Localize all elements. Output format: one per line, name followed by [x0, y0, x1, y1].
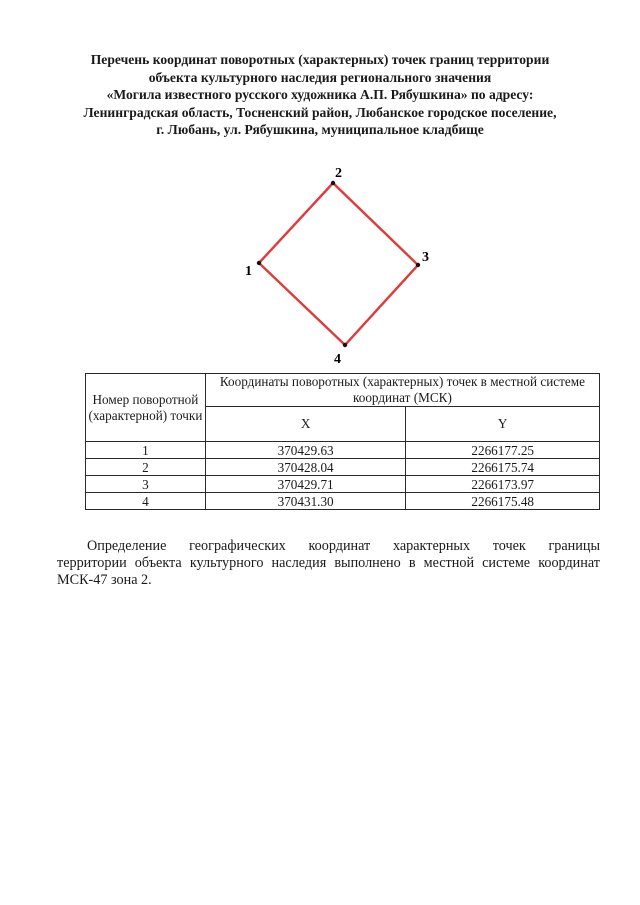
point-3-label: 3 [422, 250, 429, 265]
cell-point-number: 2 [86, 459, 206, 476]
table-row [86, 459, 600, 476]
note-line-3: МСК-47 зона 2. [57, 572, 152, 588]
point-4-marker [343, 343, 347, 347]
title-line-4: Ленинградская область, Тосненский район, Любанское городское поселение, [83, 104, 557, 120]
cell-x: 370431.30 [205, 493, 406, 510]
note-paragraph [57, 538, 600, 589]
table-row [86, 442, 600, 459]
point-3-marker [416, 263, 420, 267]
table-row [86, 476, 600, 493]
cell-y: 2266175.48 [406, 493, 600, 510]
cell-x: 370429.63 [205, 442, 406, 459]
header-y: Y [406, 407, 600, 442]
cell-y: 2266177.25 [406, 442, 600, 459]
point-1-marker [257, 261, 261, 265]
document-title [40, 51, 600, 139]
header-coordinates: Координаты поворотных (характерных) точек в местной системе координат (МСК) [205, 374, 599, 407]
cell-point-number: 3 [86, 476, 206, 493]
header-point-number: Номер поворотной (характерной) точки [86, 374, 206, 442]
cell-point-number: 4 [86, 493, 206, 510]
title-line-2: объекта культурного наследия регионального значения [148, 69, 492, 85]
cell-x: 370428.04 [205, 459, 406, 476]
boundary-diagram [240, 160, 440, 370]
table-row [86, 493, 600, 510]
point-2-marker [331, 181, 335, 185]
point-2-label: 2 [335, 166, 342, 181]
cell-x: 370429.71 [205, 476, 406, 493]
title-line-1: Перечень координат поворотных (характерных) точек границ территории [90, 52, 550, 67]
note-line-2: территории объекта культурного наследия выполнено в местной системе координат [57, 555, 600, 571]
cell-point-number: 1 [86, 442, 206, 459]
point-1-label: 1 [245, 264, 252, 279]
title-line-5: г. Любань, ул. Рябушкина, муниципальное кладбище [156, 122, 484, 137]
cell-y: 2266173.97 [406, 476, 600, 493]
point-4-label: 4 [334, 352, 341, 367]
boundary-polygon [259, 183, 418, 345]
note-line-1: Определение географических координат характерных точек границы [87, 538, 600, 554]
cell-y: 2266175.74 [406, 459, 600, 476]
coordinates-table [85, 373, 600, 510]
header-x: X [205, 407, 406, 442]
title-line-3: «Могила известного русского художника А.П. Рябушкина» по адресу: [106, 87, 534, 102]
